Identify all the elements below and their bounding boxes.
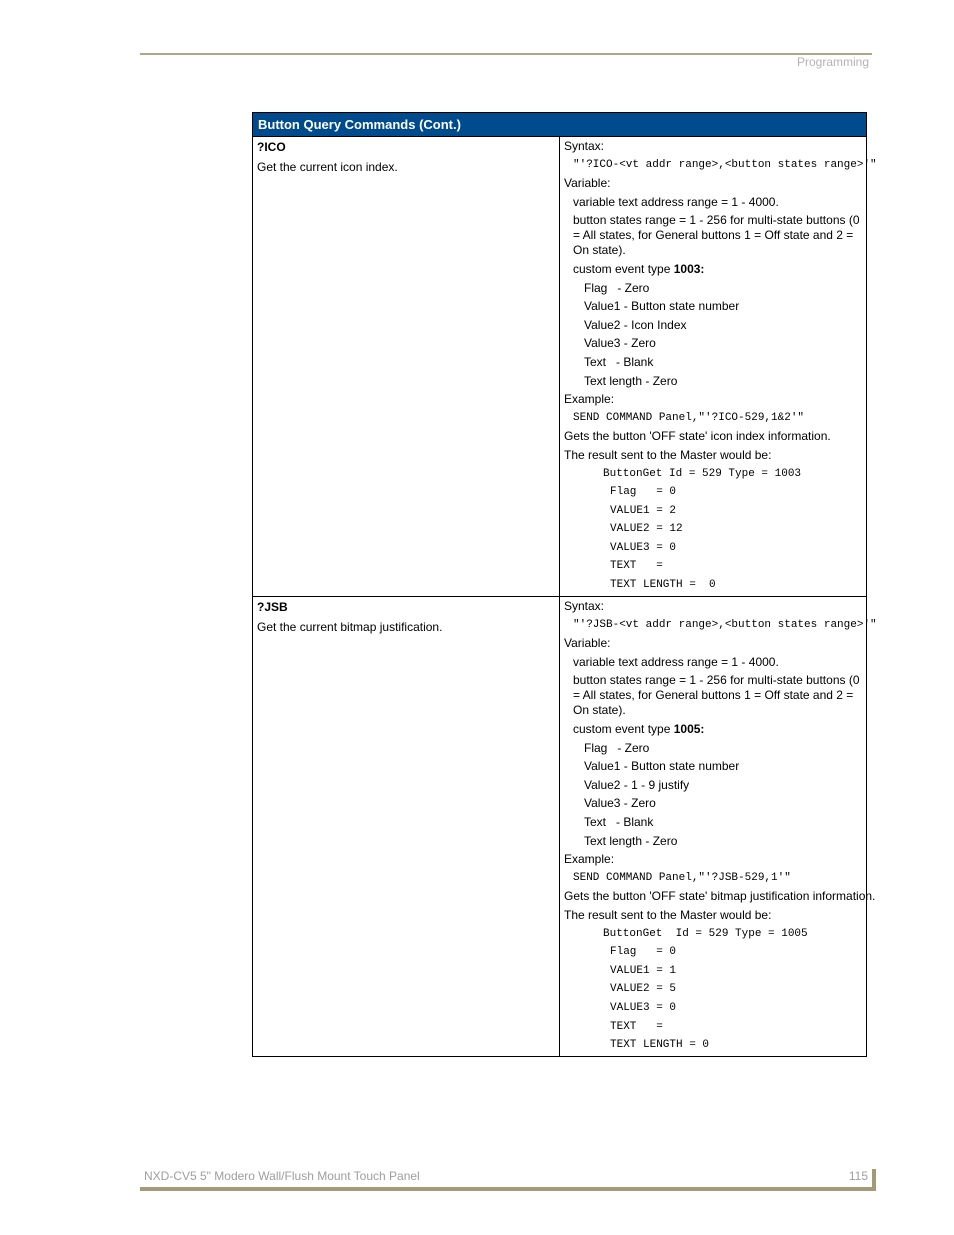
event-field: Text length - Zero bbox=[584, 373, 678, 388]
command-name: ?JSB bbox=[257, 600, 288, 615]
details-cell bbox=[560, 597, 877, 1057]
result-line: Flag = 0 bbox=[610, 946, 677, 959]
result-line: TEXT LENGTH = 0 bbox=[610, 579, 716, 592]
custom-event-type bbox=[564, 262, 861, 277]
result-line: TEXT = bbox=[610, 560, 663, 573]
example-explanation: Gets the button 'OFF state' bitmap justification information. bbox=[564, 889, 876, 904]
result-head: ButtonGet Id = 529 Type = 1003 bbox=[603, 467, 802, 480]
footer-rule bbox=[140, 1187, 876, 1191]
variable-label: Variable: bbox=[564, 636, 611, 651]
result-line: VALUE3 = 0 bbox=[610, 541, 677, 554]
event-field: Value1 - Button state number bbox=[584, 759, 740, 774]
event-field: Value3 - Zero bbox=[584, 796, 656, 811]
variable-text-range: variable text address range = 1 - 4000. bbox=[573, 654, 779, 669]
event-field: Value1 - Button state number bbox=[584, 299, 740, 314]
table-row bbox=[253, 597, 867, 1057]
command-cell bbox=[253, 597, 560, 1057]
table-title: Button Query Commands (Cont.) bbox=[253, 113, 867, 137]
variable-states-range: button states range = 1 - 256 for multi-state buttons (0 = All states, for General buttons 1 = Off state and 2 = On state). bbox=[573, 213, 860, 258]
event-field: Value2 - 1 - 9 justify bbox=[584, 777, 690, 792]
table-row bbox=[253, 137, 867, 597]
syntax-code: "'?JSB-<vt addr range>,<button states range>'" bbox=[573, 618, 877, 631]
result-line: TEXT = bbox=[610, 1020, 663, 1033]
button-query-commands-table bbox=[252, 112, 877, 1057]
result-line: VALUE1 = 2 bbox=[610, 504, 677, 517]
syntax-code: "'?ICO-<vt addr range>,<button states range>'" bbox=[573, 158, 877, 171]
variable-text-range: variable text address range = 1 - 4000. bbox=[573, 194, 779, 209]
syntax-label: Syntax: bbox=[564, 599, 605, 614]
variable-label: Variable: bbox=[564, 176, 611, 191]
custom-event-prefix: custom event type bbox=[573, 722, 674, 737]
command-cell bbox=[253, 137, 560, 597]
custom-event-code: 1005: bbox=[673, 722, 705, 737]
command-description: Get the current icon index. bbox=[257, 160, 398, 174]
footer-title: NXD-CV5 5" Modero Wall/Flush Mount Touch Panel bbox=[144, 1169, 420, 1183]
result-line: VALUE2 = 5 bbox=[610, 983, 677, 996]
example-code: SEND COMMAND Panel,"'?JSB-529,1'" bbox=[573, 871, 791, 884]
event-field: Text - Blank bbox=[584, 354, 654, 369]
details-cell bbox=[560, 137, 877, 597]
event-field: Value3 - Zero bbox=[584, 336, 656, 351]
example-code: SEND COMMAND Panel,"'?ICO-529,1&2'" bbox=[573, 411, 805, 424]
example-label: Example: bbox=[564, 392, 615, 407]
result-head: ButtonGet Id = 529 Type = 1005 bbox=[603, 927, 808, 940]
result-line: Flag = 0 bbox=[610, 486, 677, 499]
result-line: VALUE1 = 1 bbox=[610, 964, 677, 977]
event-field: Text length - Zero bbox=[584, 833, 678, 848]
result-line: TEXT LENGTH = 0 bbox=[610, 1039, 710, 1052]
example-label: Example: bbox=[564, 852, 615, 867]
command-description: Get the current bitmap justification. bbox=[257, 620, 443, 635]
event-field: Text - Blank bbox=[584, 815, 654, 829]
syntax-label: Syntax: bbox=[564, 139, 605, 153]
result-line: VALUE2 = 12 bbox=[610, 523, 683, 536]
result-line: VALUE3 = 0 bbox=[610, 1001, 677, 1014]
command-name: ?ICO bbox=[257, 140, 286, 154]
custom-event-code: 1003: bbox=[673, 261, 705, 276]
variable-states-range: button states range = 1 - 256 for multi-state buttons (0 = All states, for General buttons 1 = Off state and 2 = On state). bbox=[573, 673, 860, 718]
result-label: The result sent to the Master would be: bbox=[564, 907, 772, 922]
page-number: 115 bbox=[848, 1169, 868, 1183]
section-label: Programming bbox=[796, 55, 869, 69]
header-rule bbox=[140, 53, 872, 55]
result-label: The result sent to the Master would be: bbox=[564, 447, 772, 462]
event-field: Value2 - Icon Index bbox=[584, 317, 687, 332]
custom-event-type bbox=[564, 722, 861, 737]
example-explanation: Gets the button 'OFF state' icon index information. bbox=[564, 429, 831, 444]
event-field: Flag - Zero bbox=[584, 740, 650, 755]
custom-event-prefix: custom event type bbox=[573, 261, 674, 276]
event-field: Flag - Zero bbox=[584, 280, 650, 295]
